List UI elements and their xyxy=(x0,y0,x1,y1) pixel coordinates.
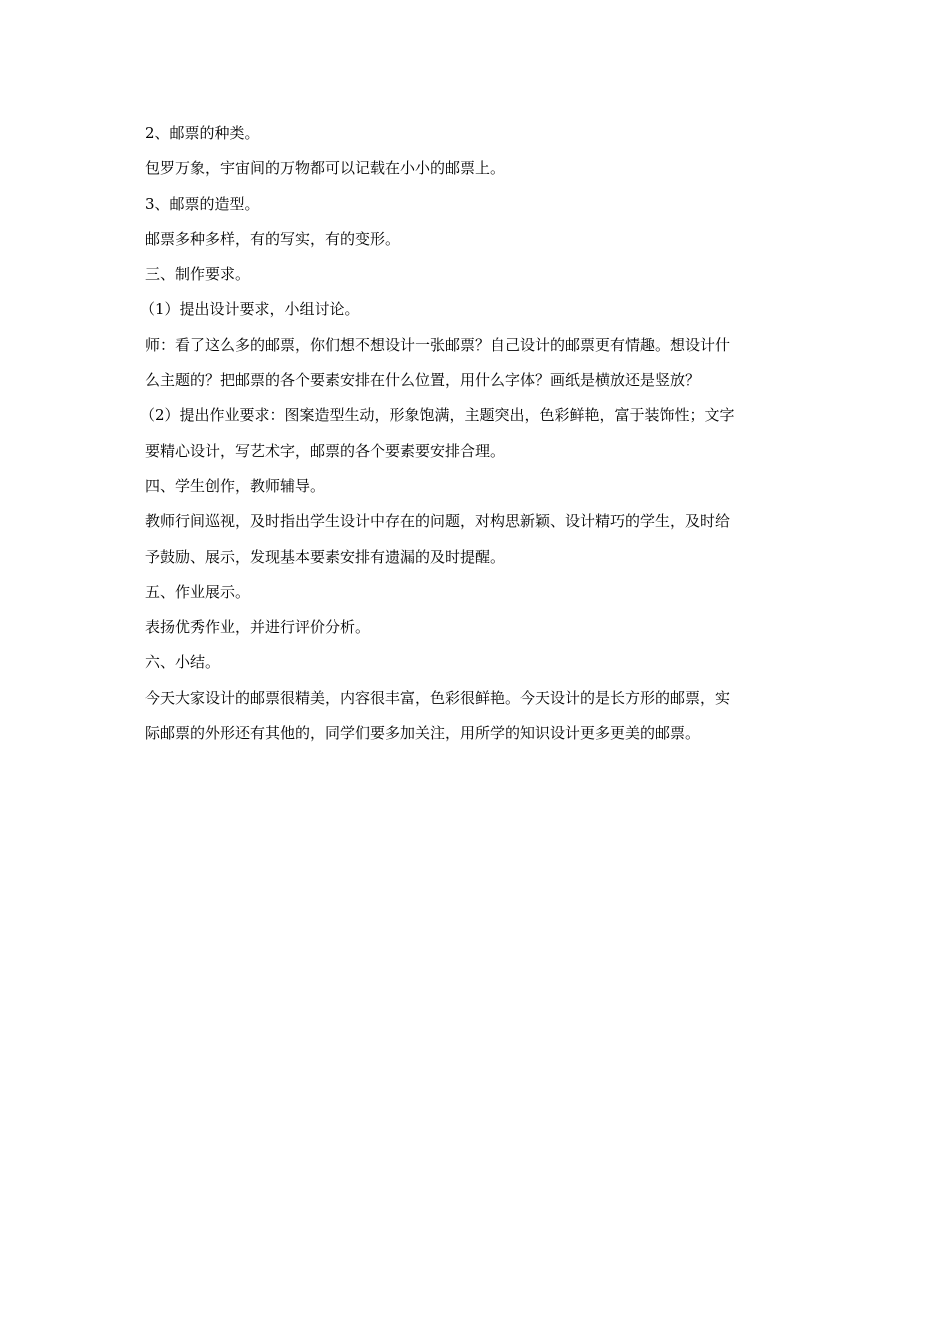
document-body xyxy=(140,116,815,751)
section-heading: 四、学生创作，教师辅导。 xyxy=(145,476,326,495)
paragraph-line: 么主题的？把邮票的各个要素安排在什么位置，用什么字体？画纸是横放还是竖放？ xyxy=(145,371,701,390)
section-heading: 五、作业展示。 xyxy=(145,582,251,601)
section-heading: 六、小结。 xyxy=(145,653,221,672)
paragraph-line: 包罗万象，宇宙间的万物都可以记载在小小的邮票上。 xyxy=(145,159,506,178)
paragraph-line: 师：看了这么多的邮票，你们想不想设计一张邮票？自己设计的邮票更有情趣。想设计什 xyxy=(145,335,731,354)
section-heading: 3、邮票的造型。 xyxy=(145,194,260,213)
section-heading: 三、制作要求。 xyxy=(145,265,251,284)
paragraph-line: 今天大家设计的邮票很精美，内容很丰富，色彩很鲜艳。今天设计的是长方形的邮票，实 xyxy=(145,688,731,707)
paragraph-line: 邮票多种多样，有的写实，有的变形。 xyxy=(145,229,401,248)
subsection-heading: （1）提出设计要求，小组讨论。 xyxy=(140,300,360,319)
paragraph-line: 表扬优秀作业，并进行评价分析。 xyxy=(145,618,371,637)
section-heading: 2、邮票的种类。 xyxy=(145,124,260,142)
paragraph-line: 予鼓励、展示，发现基本要素安排有遗漏的及时提醒。 xyxy=(145,547,506,566)
paragraph-line: 际邮票的外形还有其他的，同学们要多加关注，用所学的知识设计更多更美的邮票。 xyxy=(145,724,701,743)
paragraph-line: 教师行间巡视，及时指出学生设计中存在的问题，对构思新颖、设计精巧的学生，及时给 xyxy=(145,512,731,531)
subsection-heading: （2）提出作业要求：图案造型生动，形象饱满，主题突出，色彩鲜艳，富于装饰性；文字 xyxy=(140,406,735,425)
paragraph-line: 要精心设计，写艺术字，邮票的各个要素要安排合理。 xyxy=(145,441,506,460)
